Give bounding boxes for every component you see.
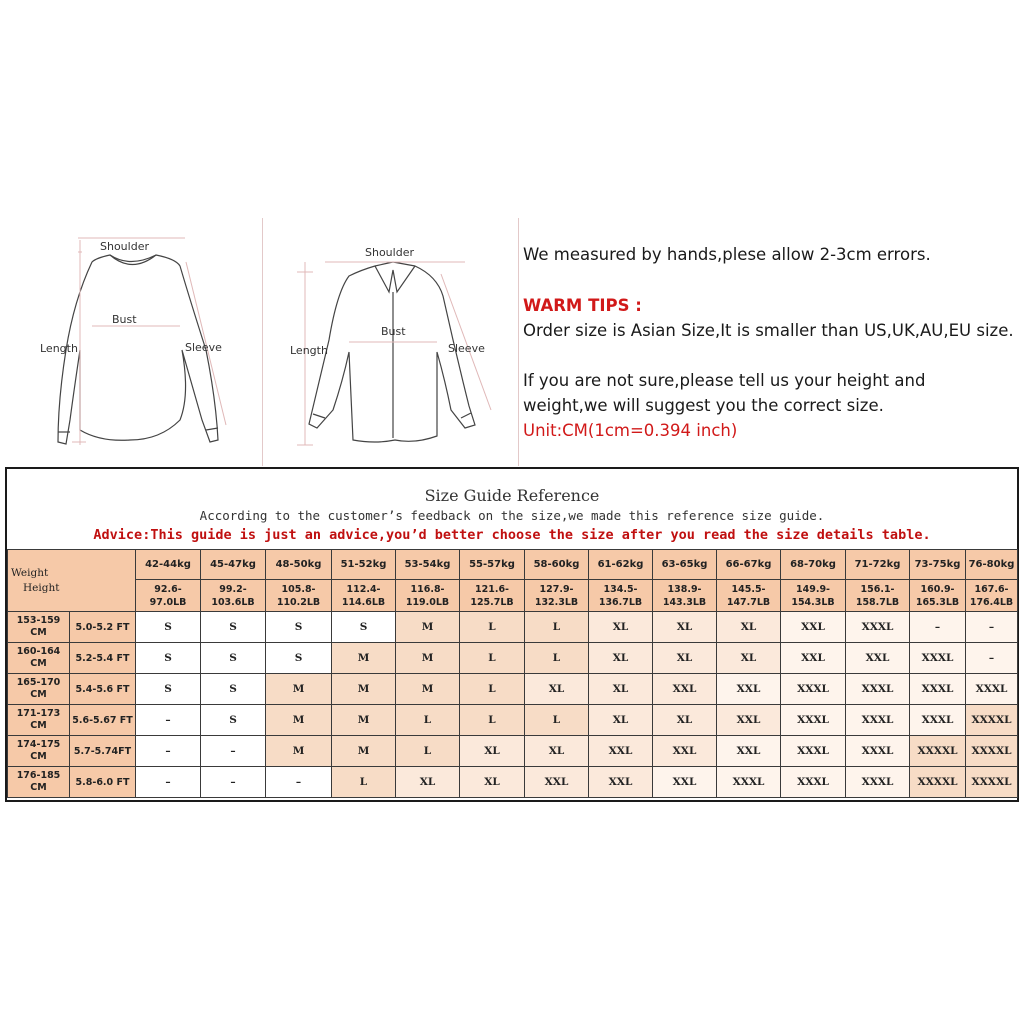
size-cell: M	[332, 736, 396, 767]
height-ft-cell: 5.4-5.6 FT	[70, 674, 136, 705]
size-cell: –	[201, 736, 266, 767]
weight-lb-header	[266, 580, 332, 612]
weight-lb-to: 110.2LB	[276, 596, 321, 608]
size-cell: S	[201, 705, 266, 736]
weight-lb-header	[589, 580, 653, 612]
size-cell: –	[136, 705, 201, 736]
warm-tips-title: WARM TIPS :	[523, 296, 642, 315]
size-cell: XXXL	[781, 705, 846, 736]
weight-lb-header	[460, 580, 525, 612]
size-cell: XXXL	[781, 767, 846, 798]
height-cm-unit: CM	[30, 658, 47, 669]
size-cell: XL	[717, 612, 781, 643]
height-cm-unit: CM	[30, 751, 47, 762]
size-cell: M	[266, 674, 332, 705]
measure-note: We measured by hands,plese allow 2-3cm errors.	[523, 245, 931, 264]
height-cm-range: 165-170	[16, 677, 61, 688]
weight-lb-to: 143.3LB	[662, 596, 707, 608]
size-guide-title: Size Guide Reference	[424, 486, 600, 505]
size-notes	[523, 242, 1018, 443]
size-cell: XXL	[781, 612, 846, 643]
corner-height-label: Height	[23, 581, 60, 594]
weight-kg-header: 53-54kg	[396, 550, 460, 580]
height-cm-range: 174-175	[16, 739, 61, 750]
shirt-shoulder-label: Shoulder	[365, 246, 414, 259]
weight-kg-header: 48-50kg	[266, 550, 332, 580]
size-cell: XXL	[525, 767, 589, 798]
weight-lb-to: 165.3LB	[915, 596, 960, 608]
size-cell: XXXL	[910, 674, 966, 705]
size-cell: L	[460, 674, 525, 705]
size-cell: –	[966, 643, 1018, 674]
weight-lb-header	[910, 580, 966, 612]
size-cell: XL	[525, 674, 589, 705]
size-cell: L	[332, 767, 396, 798]
size-cell: S	[266, 643, 332, 674]
size-cell: XL	[396, 767, 460, 798]
size-cell: XXL	[653, 674, 717, 705]
size-cell: XL	[653, 705, 717, 736]
size-cell: M	[332, 674, 396, 705]
height-cm-cell	[8, 736, 70, 767]
weight-kg-header: 55-57kg	[460, 550, 525, 580]
size-table	[7, 549, 1018, 798]
weight-kg-row	[8, 550, 1018, 580]
weight-lb-header	[332, 580, 396, 612]
height-cm-cell	[8, 674, 70, 705]
weight-height-corner	[8, 550, 136, 612]
weight-lb-to: 136.7LB	[598, 596, 643, 608]
unit-note: Unit:CM(1cm=0.394 inch)	[523, 421, 738, 440]
size-cell: XXL	[653, 767, 717, 798]
size-cell: M	[266, 705, 332, 736]
size-cell: XXL	[717, 736, 781, 767]
size-cell: L	[525, 705, 589, 736]
height-cm-range: 160-164	[16, 646, 61, 657]
size-cell: XXL	[846, 643, 910, 674]
height-cm-unit: CM	[30, 782, 47, 793]
size-cell: XL	[589, 612, 653, 643]
size-cell: L	[525, 612, 589, 643]
height-cm-cell	[8, 643, 70, 674]
size-row	[8, 643, 1018, 674]
shirt-bust-label: Bust	[381, 325, 406, 338]
weight-lb-from: 127.9-	[539, 583, 574, 595]
size-cell: –	[266, 767, 332, 798]
size-cell: M	[332, 705, 396, 736]
weight-lb-from: 138.9-	[667, 583, 702, 595]
tshirt-sleeve-label: Sleeve	[185, 341, 222, 354]
height-cm-unit: CM	[30, 720, 47, 731]
suggest-note-line-2: weight,we will suggest you the correct size.	[523, 396, 884, 415]
weight-lb-to: 125.7LB	[470, 596, 514, 608]
weight-kg-header: 51-52kg	[332, 550, 396, 580]
weight-kg-header: 63-65kg	[653, 550, 717, 580]
height-cm-unit: CM	[30, 689, 47, 700]
weight-lb-to: 132.3LB	[534, 596, 579, 608]
size-cell: XXL	[781, 643, 846, 674]
size-cell: –	[136, 767, 201, 798]
size-cell: XL	[717, 643, 781, 674]
size-guide-subtitle: According to the customer’s feedback on the size,we made this reference size guide.	[199, 508, 825, 523]
height-ft-cell: 5.8-6.0 FT	[70, 767, 136, 798]
weight-kg-header: 71-72kg	[846, 550, 910, 580]
size-cell: XXXL	[846, 674, 910, 705]
weight-lb-from: 145.5-	[731, 583, 766, 595]
size-cell: XXXXL	[966, 767, 1018, 798]
divider-right	[518, 218, 519, 466]
height-ft-cell: 5.7-5.74FT	[70, 736, 136, 767]
size-cell: XL	[653, 612, 717, 643]
size-cell: L	[396, 705, 460, 736]
weight-lb-to: 147.7LB	[726, 596, 771, 608]
size-cell: XL	[589, 643, 653, 674]
size-cell: L	[525, 643, 589, 674]
weight-kg-header: 42-44kg	[136, 550, 201, 580]
height-cm-range: 176-185	[16, 770, 61, 781]
height-ft-cell: 5.6-5.67 FT	[70, 705, 136, 736]
size-cell: XL	[589, 674, 653, 705]
size-cell: XL	[460, 736, 525, 767]
weight-lb-from: 134.5-	[603, 583, 638, 595]
weight-lb-to: 119.0LB	[405, 596, 450, 608]
size-cell: L	[460, 705, 525, 736]
weight-lb-header	[781, 580, 846, 612]
weight-kg-header: 68-70kg	[781, 550, 846, 580]
weight-lb-from: 121.6-	[475, 583, 509, 595]
weight-lb-from: 112.4-	[346, 583, 381, 595]
size-cell: L	[460, 612, 525, 643]
size-cell: XXL	[589, 736, 653, 767]
weight-lb-to: 114.6LB	[341, 596, 386, 608]
height-cm-cell	[8, 705, 70, 736]
size-guide-advice: Advice:This guide is just an advice,you’d better choose the size after you read the size details table.	[93, 527, 931, 543]
height-cm-range: 153-159	[16, 615, 61, 626]
size-cell: S	[332, 612, 396, 643]
asian-size-note: Order size is Asian Size,It is smaller than US,UK,AU,EU size.	[523, 321, 1014, 340]
size-cell: XXXXL	[910, 767, 966, 798]
size-cell: –	[966, 612, 1018, 643]
size-cell: M	[396, 612, 460, 643]
size-cell: L	[460, 643, 525, 674]
size-row	[8, 736, 1018, 767]
size-cell: –	[136, 736, 201, 767]
height-cm-cell	[8, 767, 70, 798]
size-cell: XXL	[589, 767, 653, 798]
height-ft-cell: 5.2-5.4 FT	[70, 643, 136, 674]
corner-weight-label: Weight	[11, 566, 49, 579]
tshirt-shoulder-label: Shoulder	[100, 240, 149, 253]
weight-lb-header	[201, 580, 266, 612]
weight-lb-from: 116.8-	[410, 583, 445, 595]
weight-kg-header: 66-67kg	[717, 550, 781, 580]
size-cell: XL	[460, 767, 525, 798]
size-cell: S	[136, 612, 201, 643]
weight-lb-header	[966, 580, 1018, 612]
weight-lb-to: 176.4LB	[969, 596, 1014, 608]
size-cell: XXXL	[846, 736, 910, 767]
size-cell: XL	[589, 705, 653, 736]
weight-lb-header	[653, 580, 717, 612]
shirt-length-label: Length	[290, 344, 328, 357]
size-cell: XL	[653, 643, 717, 674]
size-cell: M	[396, 643, 460, 674]
size-cell: –	[910, 612, 966, 643]
size-cell: –	[201, 767, 266, 798]
size-cell: XXXL	[966, 674, 1018, 705]
weight-lb-header	[717, 580, 781, 612]
size-cell: M	[266, 736, 332, 767]
size-cell: S	[201, 612, 266, 643]
size-cell: XXL	[717, 674, 781, 705]
size-row	[8, 674, 1018, 705]
size-cell: L	[396, 736, 460, 767]
weight-lb-header	[846, 580, 910, 612]
weight-lb-from: 156.1-	[860, 583, 895, 595]
size-row	[8, 612, 1018, 643]
weight-lb-from: 105.8-	[281, 583, 316, 595]
weight-lb-to: 97.0LB	[149, 596, 187, 608]
weight-lb-header	[525, 580, 589, 612]
weight-kg-header: 76-80kg	[966, 550, 1018, 580]
size-cell: S	[136, 674, 201, 705]
size-guide-header	[7, 469, 1017, 549]
size-cell: XXXL	[781, 674, 846, 705]
weight-kg-header: 45-47kg	[201, 550, 266, 580]
size-row	[8, 767, 1018, 798]
weight-lb-from: 99.2-	[219, 583, 247, 595]
weight-kg-header: 61-62kg	[589, 550, 653, 580]
size-cell: S	[136, 643, 201, 674]
suggest-note-line-1: If you are not sure,please tell us your height and	[523, 371, 926, 390]
size-cell: XXXXL	[966, 736, 1018, 767]
weight-lb-from: 160.9-	[920, 583, 955, 595]
weight-lb-to: 158.7LB	[855, 596, 900, 608]
shirt-sleeve-label: Sleeve	[448, 342, 485, 355]
weight-kg-header: 58-60kg	[525, 550, 589, 580]
size-cell: XXXXL	[910, 736, 966, 767]
size-cell: XXXL	[846, 767, 910, 798]
size-cell: XXL	[653, 736, 717, 767]
size-cell: S	[266, 612, 332, 643]
size-cell: M	[332, 643, 396, 674]
size-cell: XXXL	[910, 643, 966, 674]
height-cm-range: 171-173	[16, 708, 61, 719]
weight-lb-header	[136, 580, 201, 612]
size-guide	[5, 467, 1019, 802]
weight-lb-to: 103.6LB	[211, 596, 255, 608]
tshirt-length-label: Length	[40, 342, 78, 355]
tshirt-diagram	[30, 0, 250, 470]
size-cell: XXXL	[717, 767, 781, 798]
size-cell: XXXXL	[966, 705, 1018, 736]
size-cell: S	[201, 674, 266, 705]
size-cell: XL	[525, 736, 589, 767]
weight-lb-from: 92.6-	[154, 583, 182, 595]
height-cm-unit: CM	[30, 627, 47, 638]
weight-lb-to: 154.3LB	[791, 596, 835, 608]
size-cell: XXXL	[910, 705, 966, 736]
size-cell: S	[201, 643, 266, 674]
weight-kg-header: 73-75kg	[910, 550, 966, 580]
weight-lb-header	[396, 580, 460, 612]
size-cell: M	[396, 674, 460, 705]
weight-lb-from: 167.6-	[974, 583, 1009, 595]
height-cm-cell	[8, 612, 70, 643]
tshirt-bust-label: Bust	[112, 313, 137, 326]
size-cell: XXXL	[781, 736, 846, 767]
size-cell: XXXL	[846, 705, 910, 736]
weight-lb-from: 149.9-	[796, 583, 830, 595]
size-row	[8, 705, 1018, 736]
size-cell: XXXL	[846, 612, 910, 643]
shirt-diagram	[265, 0, 515, 470]
weight-lb-row	[8, 580, 1018, 612]
height-ft-cell: 5.0-5.2 FT	[70, 612, 136, 643]
size-cell: XXL	[717, 705, 781, 736]
divider-left	[262, 218, 263, 466]
